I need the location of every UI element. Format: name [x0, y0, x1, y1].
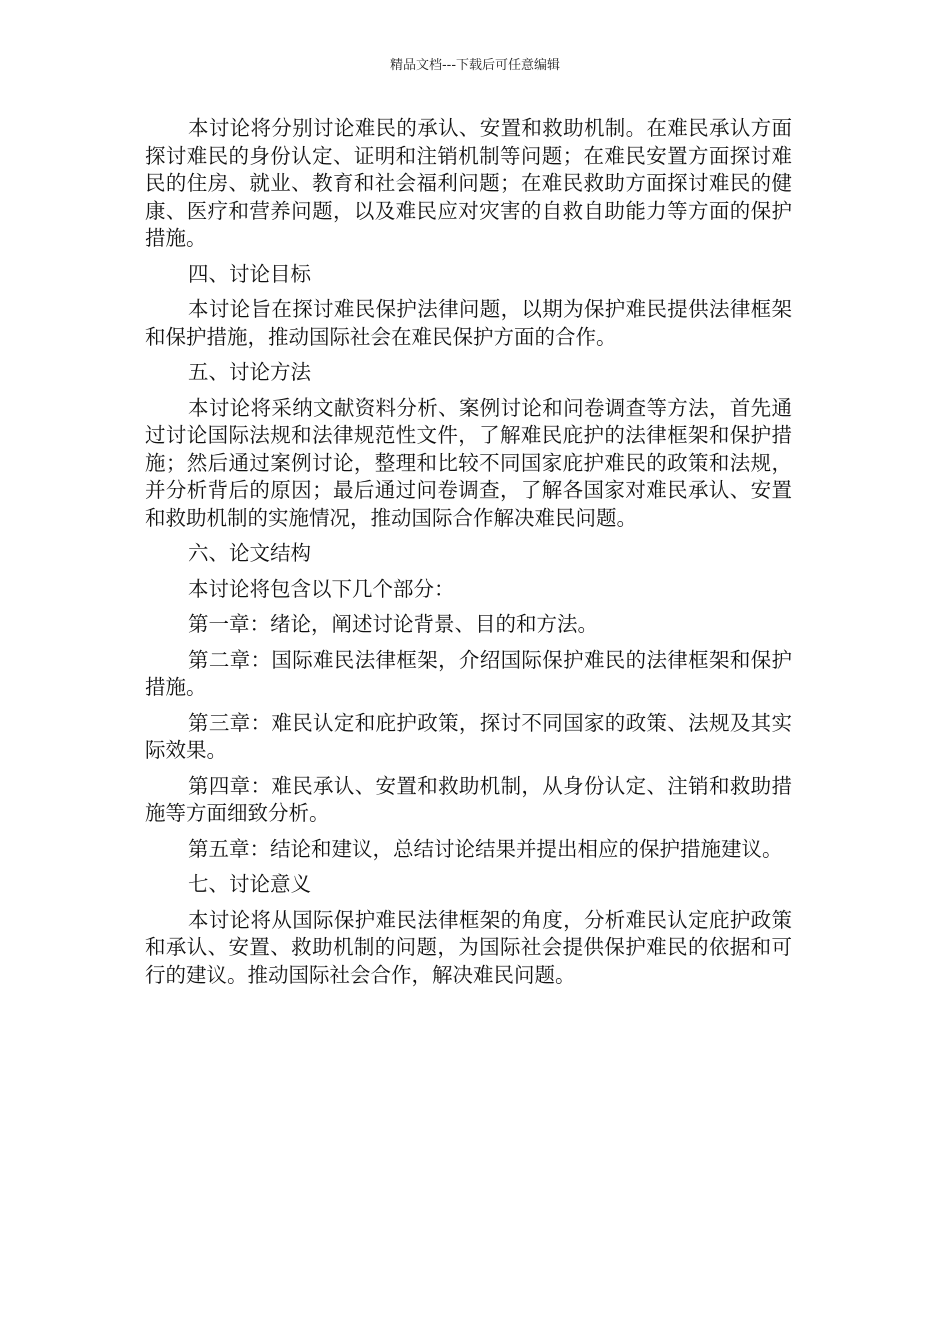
section-5-heading: 五、讨论方法 — [188, 360, 311, 384]
document-body — [145, 115, 792, 997]
page-header: 精品文档---下载后可任意编辑 — [389, 58, 561, 73]
chapter-3: 第三章：难民认定和庇护政策，探讨不同国家的政策、法规及其实际效果。 — [145, 710, 792, 762]
chapter-2: 第二章：国际难民法律框架，介绍国际保护难民的法律框架和保护措施。 — [145, 647, 792, 699]
chapter-1: 第一章：绪论，阐述讨论背景、目的和方法。 — [188, 612, 598, 636]
section-5-paragraph: 本讨论将采纳文献资料分析、案例讨论和问卷调查等方法，首先通过讨论国际法规和法律规范性文件，了解难民庇护的法律框架和保护措施；然后通过案例讨论，整理和比较不同国家庇护难民的政策和法规，并分析背后的原因；最后通过问卷调查，了解各国家对难民承认、安置和救助机制的实施情况，推动国际合作解决难民问题。 — [145, 395, 792, 530]
intro-paragraph: 本讨论将分别讨论难民的承认、安置和救助机制。在难民承认方面探讨难民的身份认定、证明和注销机制等问题；在难民安置方面探讨难民的住房、就业、教育和社会福利问题；在难民救助方面探讨难民的健康、医疗和营养问题，以及难民应对灾害的自救自助能力等方面的保护措施。 — [145, 116, 792, 250]
chapter-4: 第四章：难民承认、安置和救助机制，从身份认定、注销和救助措施等方面细致分析。 — [145, 773, 792, 825]
structure-intro: 本讨论将包含以下几个部分： — [188, 576, 455, 601]
section-7-heading: 七、讨论意义 — [188, 872, 311, 896]
section-6-heading: 六、论文结构 — [188, 541, 311, 565]
section-4-heading: 四、讨论目标 — [188, 261, 311, 286]
chapter-5: 第五章：结论和建议，总结讨论结果并提出相应的保护措施建议。 — [188, 836, 783, 861]
section-7-paragraph: 本讨论将从国际保护难民法律框架的角度，分析难民认定庇护政策和承认、安置、救助机制的问题，为国际社会提供保护难民的依据和可行的建议。推动国际社会合作，解决难民问题。 — [145, 907, 792, 987]
section-4-paragraph: 本讨论旨在探讨难民保护法律问题，以期为保护难民提供法律框架和保护措施，推动国际社会在难民保护方面的合作。 — [145, 297, 792, 349]
